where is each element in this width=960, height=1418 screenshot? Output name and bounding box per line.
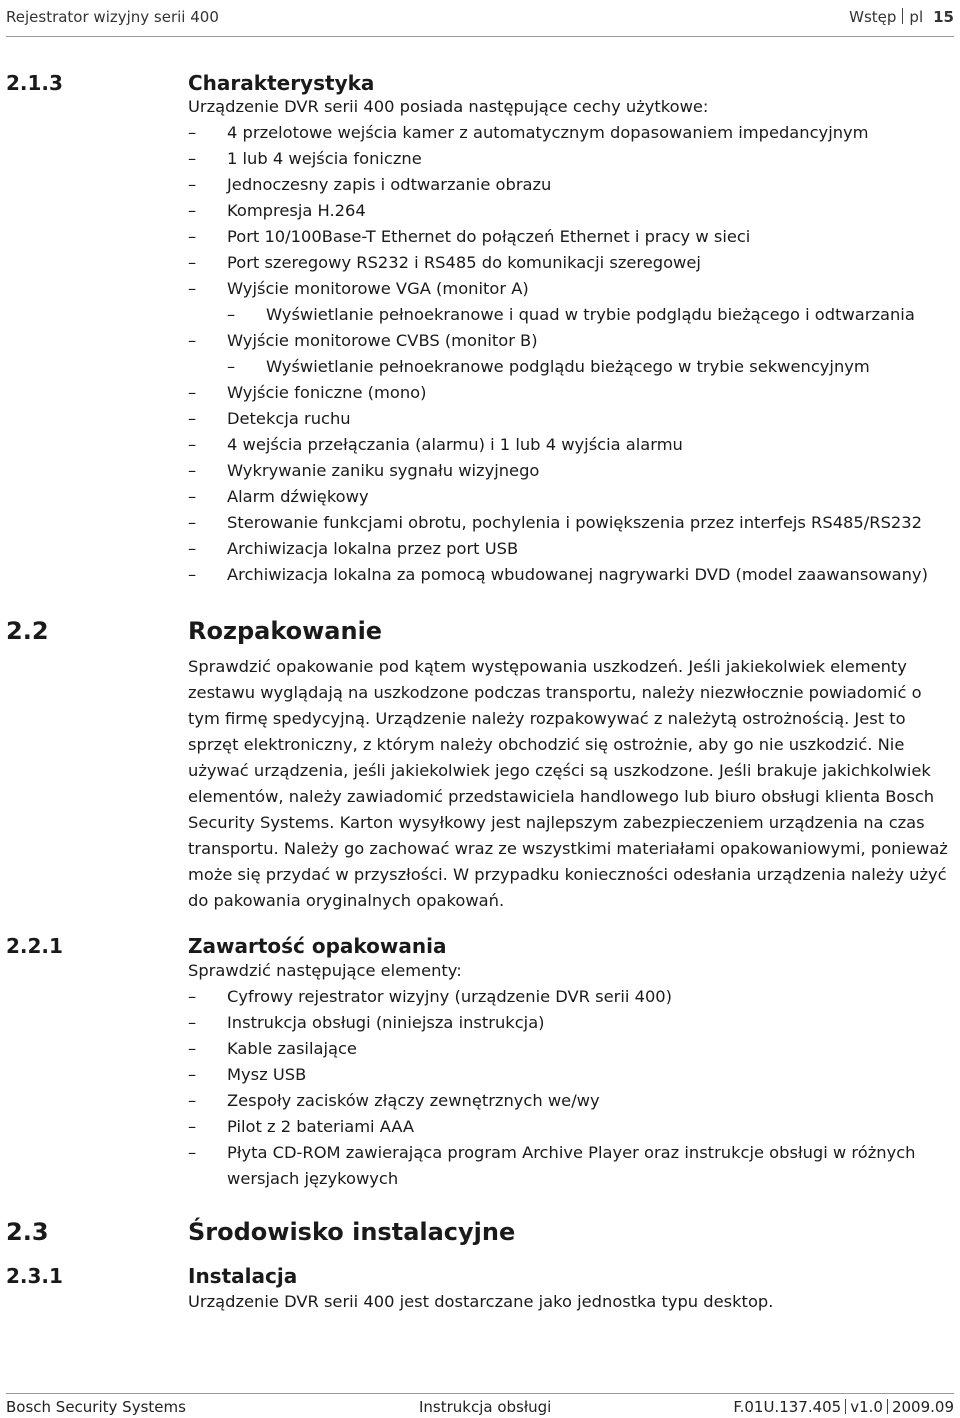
- section-title-charakterystyka: Charakterystyka: [188, 71, 375, 95]
- contents-intro: Sprawdzić następujące elementy:: [188, 961, 462, 980]
- header-title: Rejestrator wizyjny serii 400: [6, 8, 219, 26]
- footer-doc: Instrukcja obsługi: [419, 1398, 552, 1416]
- section-title-zawartosc: Zawartość opakowania: [188, 934, 447, 958]
- list-item: – 1 lub 4 wejścia foniczne: [188, 146, 956, 172]
- features-intro: Urządzenie DVR serii 400 posiada następujące cechy użytkowe:: [188, 97, 709, 116]
- footer-code: F.01U.137.405: [733, 1398, 842, 1416]
- section-number-2-3-1: 2.3.1: [6, 1264, 63, 1288]
- footer-rule: [6, 1393, 954, 1394]
- list-item: – Kable zasilające: [188, 1036, 956, 1062]
- list-item: – Płyta CD-ROM zawierająca program Archive Player oraz instrukcje obsługi w różnych wersjach językowych: [188, 1140, 956, 1192]
- list-item: – Zespoły zacisków złączy zewnętrznych we/wy: [188, 1088, 956, 1114]
- list-item: – Sterowanie funkcjami obrotu, pochylenia i powiększenia przez interfejs RS485/RS232: [188, 510, 956, 536]
- list-item: – Wykrywanie zaniku sygnału wizyjnego: [188, 458, 956, 484]
- list-item: – Instrukcja obsługi (niniejsza instrukcja): [188, 1010, 956, 1036]
- list-item: – Pilot z 2 bateriami AAA: [188, 1114, 956, 1140]
- list-item: – Archiwizacja lokalna za pomocą wbudowanej nagrywarki DVD (model zaawansowany): [188, 562, 956, 588]
- list-item: – Wyjście foniczne (mono): [188, 380, 956, 406]
- list-item: – Alarm dźwiękowy: [188, 484, 956, 510]
- features-list: [188, 120, 956, 588]
- footer-docinfo: [733, 1398, 954, 1416]
- section-title-instalacja: Instalacja: [188, 1264, 298, 1288]
- footer-company: Bosch Security Systems: [6, 1398, 186, 1416]
- section-2-2-1-body: [188, 958, 956, 1192]
- list-item: – Port 10/100Base-T Ethernet do połączeń Ethernet i pracy w sieci: [188, 224, 956, 250]
- section-title-rozpakowanie: Rozpakowanie: [188, 617, 383, 645]
- installation-paragraph: Urządzenie DVR serii 400 jest dostarczane jako jednostka typu desktop.: [188, 1292, 774, 1311]
- section-2-3-1-body: [188, 1289, 956, 1315]
- footer-date: 2009.09: [891, 1398, 954, 1416]
- list-subitem: – Wyświetlanie pełnoekranowe podglądu bieżącego w trybie sekwencyjnym: [188, 354, 956, 380]
- section-number-2-2: 2.2: [6, 617, 49, 645]
- list-item: – Jednoczesny zapis i odtwarzanie obrazu: [188, 172, 956, 198]
- list-item: – 4 przelotowe wejścia kamer z automatycznym dopasowaniem impedancyjnym: [188, 120, 956, 146]
- list-item: – Port szeregowy RS232 i RS485 do komunikacji szeregowej: [188, 250, 956, 276]
- header-separator: [902, 8, 903, 24]
- list-item: – Kompresja H.264: [188, 198, 956, 224]
- header-section: Wstęp: [849, 8, 897, 26]
- contents-list: [188, 984, 956, 1192]
- footer-separator: [887, 1399, 888, 1414]
- list-item: – Wyjście monitorowe VGA (monitor A): [188, 276, 956, 302]
- list-item: – Cyfrowy rejestrator wizyjny (urządzenie DVR serii 400): [188, 984, 956, 1010]
- section-2-2-body: [188, 654, 956, 914]
- section-number-2-2-1: 2.2.1: [6, 934, 63, 958]
- unpacking-paragraph: Sprawdzić opakowanie pod kątem występowania uszkodzeń. Jeśli jakiekolwiek elementy zestawu wyglądają na uszkodzone podczas transportu, należy niezwłocznie powiadomić o tym firmę spedycyjną. Urządzenie należy rozpakowywać z należytą ostrożnością. Jest to sprzęt elektroniczny, z którym należy obchodzić się ostrożnie, aby go nie uszkodzić. Nie używać urządzenia, jeśli jakiekolwiek jego części są uszkodzone. Jeśli brakuje jakichkolwiek elementów, należy zawiadomić przedstawiciela handlowego lub biuro obsługi klienta Bosch Security Systems. Karton wysyłkowy jest najlepszym zabezpieczeniem urządzenia na czas transportu. Należy go zachować wraz ze wszystkimi materiałami opakowaniowymi, ponieważ może się przydać w przyszłości. W przypadku konieczności odesłania urządzenia należy użyć do pakowania oryginalnych opakowań.: [188, 657, 948, 910]
- page-header: [6, 8, 954, 34]
- section-number-2-1-3: 2.1.3: [6, 71, 63, 95]
- list-item: – Wyjście monitorowe CVBS (monitor B): [188, 328, 956, 354]
- footer-version: v1.0: [850, 1398, 883, 1416]
- list-item: – Archiwizacja lokalna przez port USB: [188, 536, 956, 562]
- section-number-2-3: 2.3: [6, 1218, 49, 1246]
- page-number: 15: [933, 8, 954, 26]
- section-2-1-3-body: [188, 94, 956, 588]
- list-item: – Detekcja ruchu: [188, 406, 956, 432]
- header-right: [849, 8, 954, 26]
- list-item: – Mysz USB: [188, 1062, 956, 1088]
- header-rule: [6, 36, 954, 37]
- list-subitem: – Wyświetlanie pełnoekranowe i quad w trybie podglądu bieżącego i odtwarzania: [188, 302, 956, 328]
- section-title-srodowisko: Środowisko instalacyjne: [188, 1218, 516, 1246]
- footer-separator: [845, 1399, 846, 1414]
- list-item: – 4 wejścia przełączania (alarmu) i 1 lub 4 wyjścia alarmu: [188, 432, 956, 458]
- header-lang: pl: [909, 8, 924, 26]
